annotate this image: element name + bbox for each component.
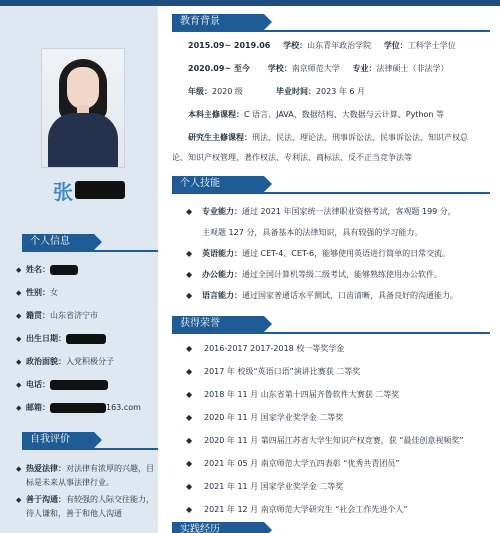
info-gender: ◆ 性别：女 <box>16 286 141 309</box>
section-underline <box>172 192 490 194</box>
awards-list <box>186 342 491 526</box>
redacted-value <box>50 380 108 390</box>
award-item: ◆ 2020 年 11 月 第四届江苏省大学生知识产权竞赛，获 “最佳创意视频奖” <box>186 434 491 457</box>
info-hometown: ◆ 籍贯：山东省济宁市 <box>16 309 141 332</box>
section-header-education: 教育背景 <box>172 14 264 30</box>
skill-professional-cont: 主观题 127 分，具备基本的法律知识，具有较强的学习能力。 <box>202 228 423 237</box>
eval-item-law: ◆ 热爱法律：对法律有浓厚的兴趣，目标是未来从事法律行业。 <box>16 462 156 490</box>
sidebar <box>0 6 158 533</box>
redacted-given-name <box>75 181 125 199</box>
award-item: ◆ 2021 年 05 月 南京师范大学五四表彰 “优秀共青团员” <box>186 457 491 480</box>
eval-item-communication: ◆ 善于沟通：有较强的人际交往能力，待人谦和，善于和他人沟通 <box>16 493 156 521</box>
profile-photo <box>41 48 125 168</box>
award-item: ◆ 2021 年 12 月 南京师范大学研究生 “社会工作先进个人” <box>186 503 491 526</box>
candidate-name <box>53 178 125 202</box>
redacted-value <box>66 334 106 344</box>
award-item: ◆ 2016-2017 2017-2018 校一等奖学金 <box>186 342 491 365</box>
name-surname: 张 <box>53 179 73 204</box>
redacted-value <box>50 403 106 413</box>
edu-row-postgrad: 2020.09~ 至今 学校：南京师范大学 专业：法律硕士（非法学） <box>188 64 449 73</box>
award-item: ◆ 2017 年 校级“英语口语”演讲比赛获 二等奖 <box>186 365 491 388</box>
section-header-self-eval: 自我评价 <box>22 432 94 448</box>
edu-postgrad-courses-cont: 论、知识产权管理、著作权法、专利法、商标法、反不正当竞争法等 <box>172 153 412 162</box>
award-item: ◆ 2018 年 11 月 山东省第十四届齐鲁软件大赛获 二等奖 <box>186 388 491 411</box>
info-phone: ◆ 电话： <box>16 378 141 401</box>
info-birthdate: ◆ 出生日期： <box>16 332 141 355</box>
edu-row-undergrad: 2015.09~ 2019.06 学校：山东青年政治学院 学位：工科学士学位 <box>188 41 456 50</box>
edu-row-grade: 年级：2020 级 毕业时间：2023 年 6 月 <box>188 87 366 96</box>
personal-info-list <box>16 263 141 424</box>
section-header-personal-info: 个人信息 <box>22 234 94 250</box>
section-header-skills: 个人技能 <box>172 176 264 192</box>
section-underline <box>172 30 490 32</box>
skill-office: ◆ 办公能力：通过全国计算机等级二级考试，能够熟练使用办公软件。 <box>186 264 491 285</box>
section-underline <box>22 250 158 252</box>
section-header-experience: 实践经历 <box>172 522 264 533</box>
skill-language: ◆ 语言能力：通过国家普通话水平测试，口齿清晰，具备良好的沟通能力。 <box>186 285 491 306</box>
award-item: ◆ 2020 年 11 月 国家学业奖学金 二等奖 <box>186 411 491 434</box>
edu-undergrad-courses: 本科主修课程：C 语言、JAVA、数据结构、大数据与云计算、Python 等 <box>188 110 445 119</box>
skills-list <box>186 201 491 306</box>
redacted-value <box>50 265 78 275</box>
skill-english: ◆ 英语能力：通过 CET-4、CET-6，能够使用英语进行简单的日常交流。 <box>186 243 491 264</box>
section-header-awards: 获得荣誉 <box>172 316 264 332</box>
award-item: ◆ 2021 年 11 月 国家学业奖学金 二等奖 <box>186 480 491 503</box>
self-eval-list <box>16 462 156 524</box>
info-name: ◆ 姓名： <box>16 263 141 286</box>
section-underline <box>172 332 490 334</box>
info-political-status: ◆ 政治面貌：入党积极分子 <box>16 355 141 378</box>
skill-professional: ◆ 专业能力：通过 2021 年国家统一法律职业资格考试，客观题 199 分， <box>186 201 491 222</box>
edu-postgrad-courses: 研究生主修课程：刑法、民法、理论法、刑事诉讼法、民事诉讼法、知识产权总 <box>188 133 468 142</box>
info-email: ◆ 邮箱： 163.com <box>16 401 141 424</box>
section-underline <box>22 448 158 450</box>
main-content <box>158 6 500 533</box>
